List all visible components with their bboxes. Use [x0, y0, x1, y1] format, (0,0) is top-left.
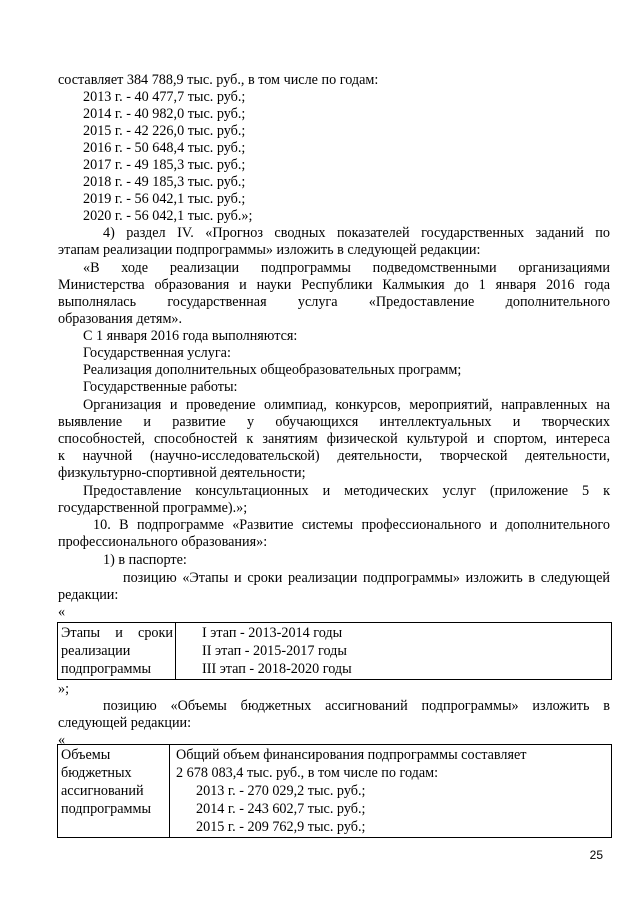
position-1-line: позицию «Этапы и сроки реализации подпрограммы» изложить в следующей — [123, 570, 610, 586]
funding-year-line: 2013 г. - 270 029,2 тыс. руб.; — [196, 783, 366, 799]
year-line: 2020 г. - 56 042,1 тыс. руб.»; — [83, 208, 253, 224]
organization-paragraph-line: физкультурно-спортивной деятельности; — [58, 465, 306, 481]
quote-paragraph-line: выполнялась государственная услуга «Предоставление дополнительного — [58, 294, 610, 310]
passport-heading: 1) в паспорте: — [103, 552, 187, 568]
quote-paragraph-line: Министерства образования и науки Республики Калмыкия до 1 января 2016 года — [58, 277, 610, 293]
organization-paragraph-line: Организация и проведение олимпиад, конкурсов, мероприятий, направленных на — [83, 397, 610, 413]
consult-paragraph-line: Предоставление консультационных и методических услуг (приложение 5 к — [83, 483, 610, 499]
funding-line: Общий объем финансирования подпрограммы составляет — [176, 747, 527, 763]
year-line: 2019 г. - 56 042,1 тыс. руб.; — [83, 191, 246, 207]
intro-line: составляет 384 788,9 тыс. руб., в том числе по годам: — [58, 72, 379, 88]
funding-line: 2 678 083,4 тыс. руб., в том числе по годам: — [176, 765, 439, 781]
position-1-line: редакции: — [58, 587, 119, 603]
budget-table-label-cell — [58, 745, 170, 838]
funding-year-line: 2014 г. - 243 602,7 тыс. руб.; — [196, 801, 366, 817]
year-line: 2017 г. - 49 185,3 тыс. руб.; — [83, 157, 246, 173]
body-line: Государственная услуга: — [83, 345, 231, 361]
organization-paragraph-line: способностей, способностей к занятиям физической культурой и спортом, интереса — [58, 431, 610, 447]
paragraph-10-line: 10. В подпрограмме «Развитие системы профессионального и дополнительного — [93, 517, 610, 533]
label-line: реализации — [61, 643, 131, 659]
paragraph-10-line: профессионального образования»: — [58, 534, 268, 550]
label-line: бюджетных — [61, 765, 132, 781]
label-line: Этапы и сроки — [61, 625, 173, 641]
label-line: подпрограммы — [61, 801, 151, 817]
label-line: ассигнований — [61, 783, 144, 799]
stages-table-label-cell — [58, 623, 176, 680]
open-quote-mark: « — [58, 732, 66, 748]
stage-line: II этап - 2015-2017 годы — [202, 643, 347, 659]
position-2-line: позицию «Объемы бюджетных ассигнований подпрограммы» изложить в — [103, 698, 610, 714]
stage-line: III этап - 2018-2020 годы — [202, 661, 352, 677]
consult-paragraph-line: государственной программе).»; — [58, 500, 248, 516]
year-line: 2015 г. - 42 226,0 тыс. руб.; — [83, 123, 246, 139]
stage-line: I этап - 2013-2014 годы — [202, 625, 343, 641]
organization-paragraph-line: к научной (научно-исследовательской) деятельности, творческой деятельности, — [58, 448, 610, 464]
stages-table-value-cell — [176, 623, 612, 680]
year-line: 2014 г. - 40 982,0 тыс. руб.; — [83, 106, 246, 122]
body-line: С 1 января 2016 года выполняются: — [83, 328, 298, 344]
label-line: Объемы — [61, 747, 111, 763]
organization-paragraph-line: выявление и развитие у обучающихся интеллектуальных и творческих — [58, 414, 610, 430]
quote-paragraph-line: «В ходе реализации подпрограммы подведомственными организациями — [83, 260, 610, 276]
paragraph-4-line: этапам реализации подпрограммы» изложить в следующей редакции: — [58, 242, 481, 258]
funding-year-line: 2015 г. - 209 762,9 тыс. руб.; — [196, 819, 366, 835]
close-quote-mark: »; — [58, 681, 70, 697]
stages-table — [57, 622, 612, 680]
open-quote-mark: « — [58, 604, 66, 620]
paragraph-4-line: 4) раздел IV. «Прогноз сводных показателей государственных заданий по — [103, 225, 610, 241]
label-line: подпрограммы — [61, 661, 151, 677]
quote-paragraph-line: образования детям». — [58, 311, 183, 327]
year-line: 2013 г. - 40 477,7 тыс. руб.; — [83, 89, 246, 105]
page-number: 25 — [589, 848, 603, 862]
body-line: Реализация дополнительных общеобразовательных программ; — [83, 362, 462, 378]
position-2-line: следующей редакции: — [58, 715, 192, 731]
budget-table — [57, 744, 612, 838]
budget-table-value-cell — [170, 745, 612, 838]
body-line: Государственные работы: — [83, 379, 238, 395]
year-line: 2018 г. - 49 185,3 тыс. руб.; — [83, 174, 246, 190]
year-line: 2016 г. - 50 648,4 тыс. руб.; — [83, 140, 246, 156]
